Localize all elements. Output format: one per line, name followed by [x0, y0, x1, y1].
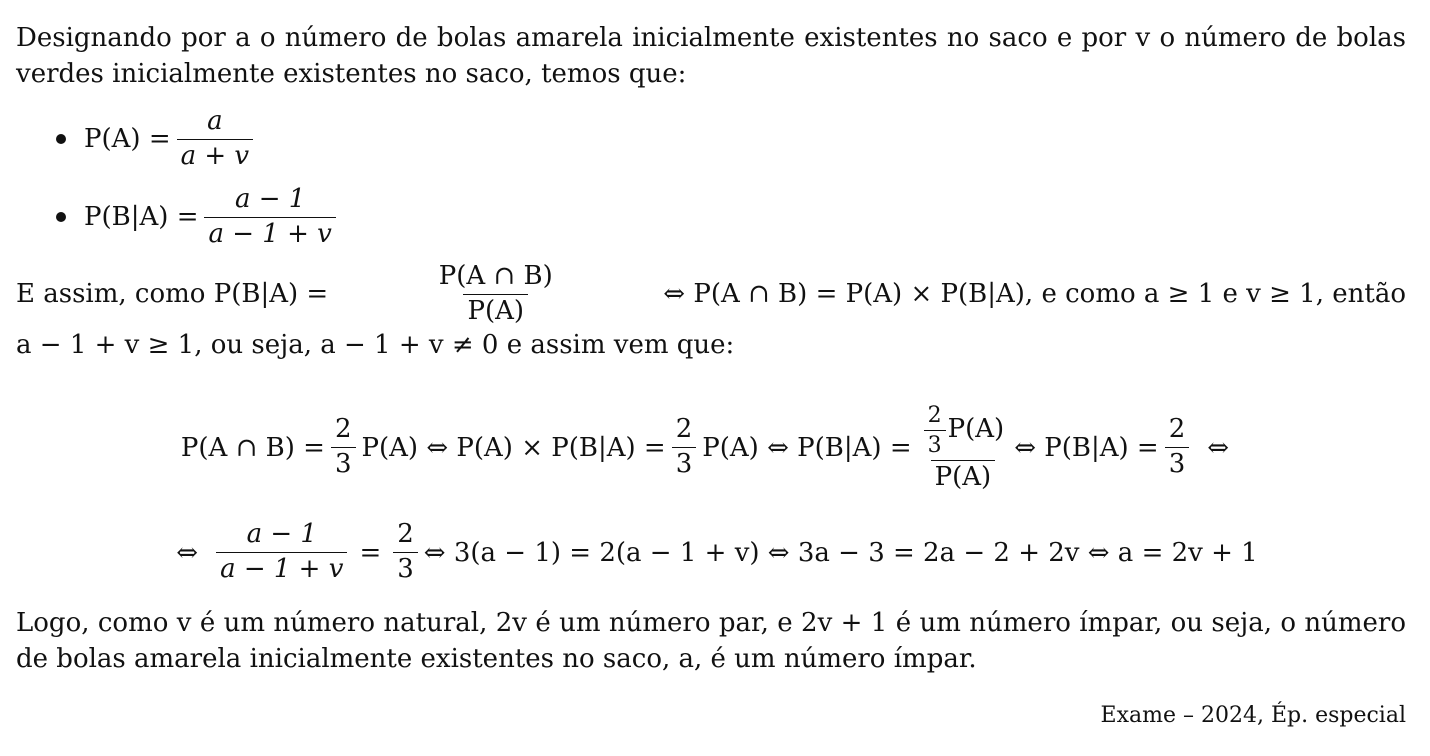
inner-tail: P(A): [947, 414, 1005, 445]
fraction: [435, 262, 557, 327]
fraction-denominator: 3: [331, 447, 356, 480]
eq1-term-4: ⇔ P(B|A) =: [1014, 432, 1159, 463]
fraction-numerator: 2: [675, 414, 693, 445]
compound-fraction: [918, 403, 1009, 493]
eq1-term-3: P(A) ⇔ P(B|A) =: [702, 432, 912, 463]
bullet1-lhs: P(A) =: [84, 124, 171, 154]
fraction-numerator: a − 1: [246, 519, 317, 550]
intro-line-1: Designando por a o número de bolas amarela inicialmente existentes no saco e por v o número de bolas: [16, 23, 1406, 53]
para2-suffix: ⇔ P(A ∩ B) = P(A) × P(B|A), e como a ≥ 1 e v ≥ 1, então: [663, 279, 1406, 310]
fraction: [672, 415, 697, 480]
fraction-denominator: P(A): [931, 460, 996, 493]
eq2-term-2: =: [359, 537, 382, 568]
probability-list: [52, 100, 1406, 256]
source-citation: Exame – 2024, Ép. especial: [1100, 703, 1406, 728]
para2-prefix: E assim, como P(B|A) =: [16, 279, 329, 310]
intro-line-2: verdes inicialmente existentes no saco, temos que:: [16, 59, 687, 89]
fraction-denominator: 3: [672, 447, 697, 480]
inner-numerator: 2: [927, 402, 942, 428]
inner-denominator: 3: [924, 430, 946, 458]
fraction: [177, 107, 254, 172]
eq2-term-3: ⇔ 3(a − 1) = 2(a − 1 + v) ⇔ 3a − 3 = 2a − 2 + 2v ⇔ a = 2v + 1: [423, 537, 1258, 568]
fraction-numerator: P(A ∩ B): [438, 261, 553, 291]
fraction-denominator: a − 1 + v: [204, 217, 335, 250]
fraction: [393, 520, 418, 585]
fraction-denominator: a + v: [177, 139, 254, 172]
fraction-denominator: 3: [393, 552, 418, 585]
conclusion-line-1: Logo, como v é um número natural, 2v é um número par, e 2v + 1 é um número ímpar, ou seja, o número: [16, 607, 1406, 638]
eq1-term-5: ⇔: [1207, 432, 1230, 463]
list-item: [52, 100, 1406, 178]
eq1-term-1: P(A ∩ B) =: [180, 432, 325, 463]
fraction: [1165, 415, 1190, 480]
eq1-term-2: P(A) ⇔ P(A) × P(B|A) =: [361, 432, 666, 463]
fraction-numerator: 2: [397, 519, 414, 550]
list-item: [52, 178, 1406, 256]
equation-line-1: [16, 393, 1406, 503]
paragraph-2-line-2: a − 1 + v ≥ 1, ou seja, a − 1 + v ≠ 0 e assim vem que:: [16, 329, 735, 360]
fraction: [331, 415, 356, 480]
fraction-denominator: a − 1 + v: [216, 552, 347, 585]
fraction-denominator: 3: [1165, 447, 1190, 480]
fraction-numerator: [918, 403, 1009, 461]
conclusion-line-2: de bolas amarela inicialmente existentes no saco, a, é um número ímpar.: [16, 643, 977, 674]
document-body: [16, 20, 1406, 677]
inner-fraction: [924, 403, 946, 459]
fraction: [204, 185, 335, 250]
fraction-numerator: 2: [1168, 414, 1186, 445]
fraction-numerator: a: [207, 105, 223, 136]
fraction-denominator: P(A): [463, 294, 528, 327]
fraction: [216, 520, 347, 585]
eq2-term-1: ⇔: [176, 537, 199, 568]
fraction-numerator: a − 1: [234, 183, 306, 214]
fraction-numerator: 2: [334, 414, 352, 445]
bullet2-lhs: P(B|A) =: [84, 202, 199, 232]
paragraph-2-line-1: [16, 262, 1406, 327]
equation-line-2: [16, 513, 1406, 593]
